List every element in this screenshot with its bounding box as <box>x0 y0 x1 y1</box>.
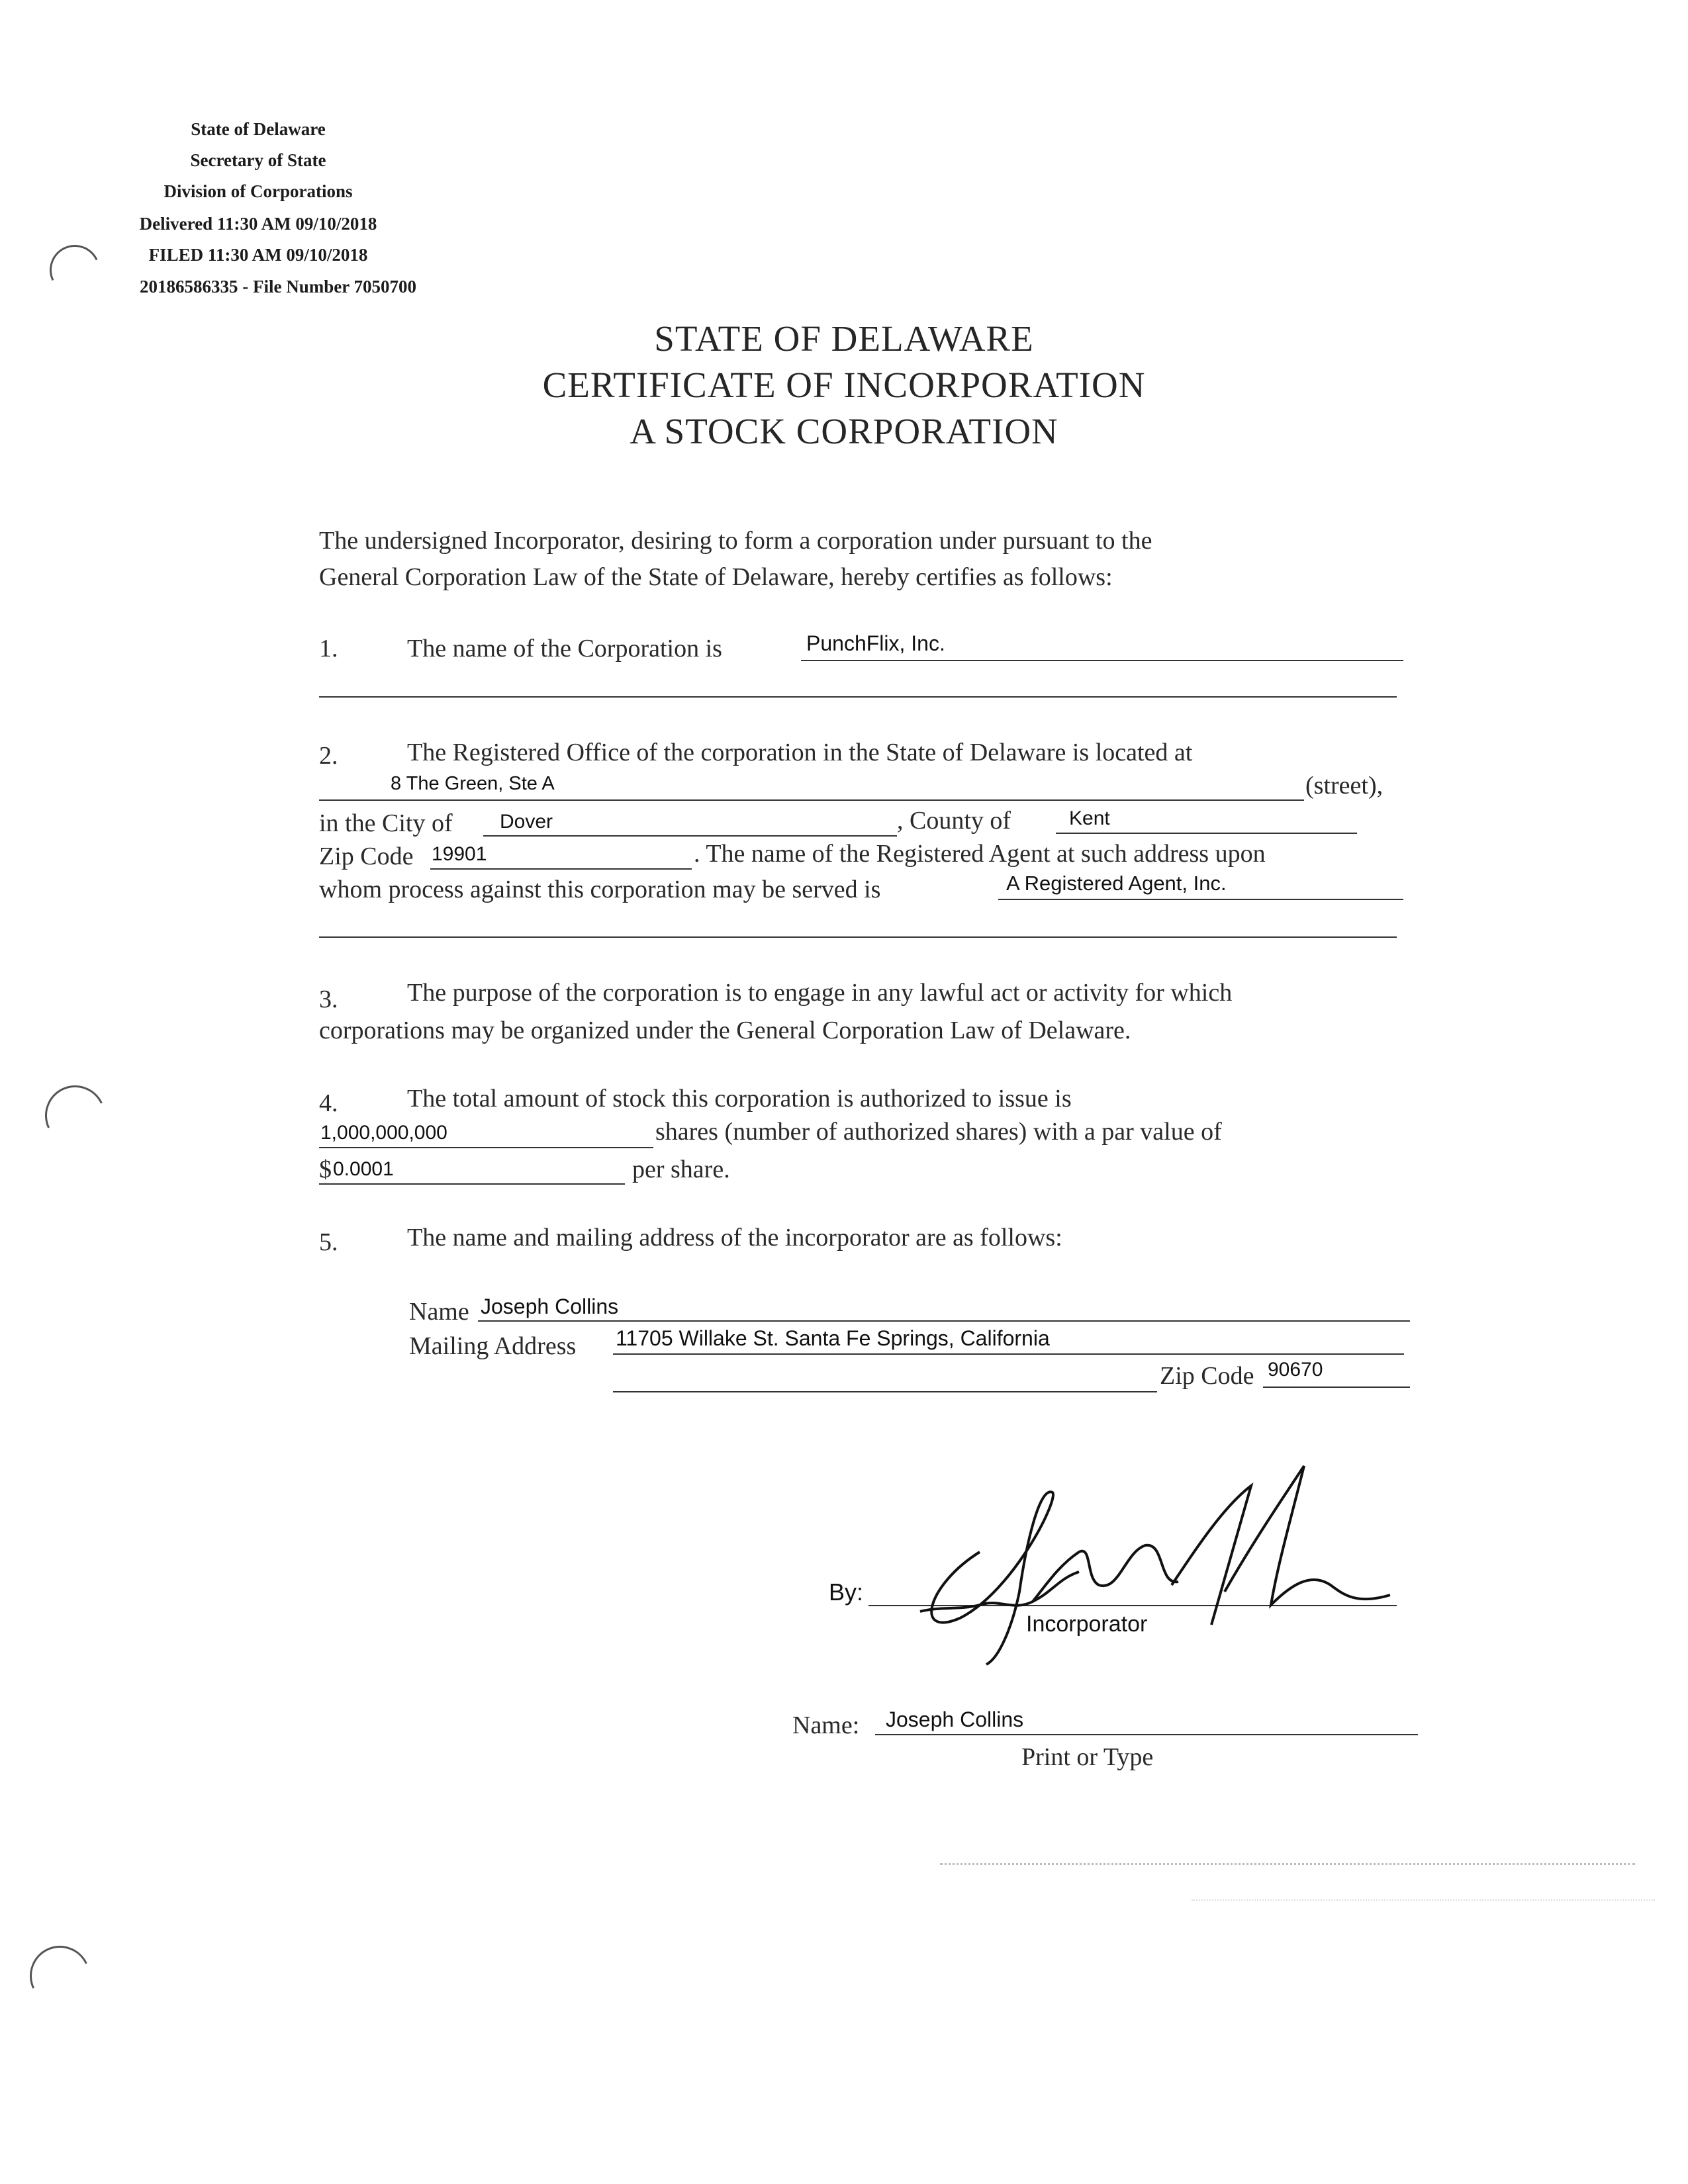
section-5-line-1: The name and mailing address of the incorporator are as follows: <box>407 1224 1062 1251</box>
corporation-name-value: PunchFlix, Inc. <box>806 631 945 655</box>
stamp-delivered: Delivered 11:30 AM 09/10/2018 <box>139 214 377 234</box>
incorporator-zip-line <box>1263 1387 1410 1388</box>
hole-punch-mark <box>36 1077 114 1154</box>
section-4-number: 4. <box>319 1089 338 1117</box>
section-4-line-1: The total amount of stock this corporation is authorized to issue is <box>407 1085 1072 1113</box>
section-3-number: 3. <box>319 985 338 1013</box>
street-suffix: (street), <box>1305 772 1383 799</box>
incorporator-zip-value: 90670 <box>1268 1359 1323 1381</box>
mailing-address-value: 11705 Willake St. Santa Fe Springs, California <box>616 1326 1050 1350</box>
city-label: in the City of <box>319 809 453 837</box>
incorporator-name-value: Joseph Collins <box>481 1295 619 1318</box>
street-value: 8 The Green, Ste A <box>391 773 555 794</box>
county-value: Kent <box>1069 807 1110 829</box>
by-label: By: <box>829 1578 864 1606</box>
title-line-1: STATE OF DELAWARE <box>654 318 1034 359</box>
stamp-filed: FILED 11:30 AM 09/10/2018 <box>148 245 368 265</box>
county-label: , County of <box>897 807 1011 835</box>
title-line-2: CERTIFICATE OF INCORPORATION <box>542 365 1146 405</box>
title-line-3: A STOCK CORPORATION <box>630 411 1058 451</box>
zip-label: Zip Code <box>319 842 414 870</box>
hole-punch-mark <box>21 1937 99 2015</box>
hole-punch-mark <box>42 238 107 302</box>
signer-name-value: Joseph Collins <box>886 1707 1024 1731</box>
registered-agent-line <box>998 899 1403 900</box>
section-2-number: 2. <box>319 742 338 770</box>
zip-value: 19901 <box>432 843 487 865</box>
mailing-address-line-2 <box>613 1391 1157 1392</box>
shares-text: shares (number of authorized shares) with a par value of <box>655 1118 1222 1146</box>
section-1-label: The name of the Corporation is <box>407 635 722 662</box>
authorized-shares-line <box>319 1147 653 1148</box>
incorporator-zip-label: Zip Code <box>1160 1362 1254 1390</box>
stamp-division: Division of Corporations <box>164 181 353 201</box>
incorporator-role-label: Incorporator <box>1026 1612 1148 1637</box>
par-value-line <box>319 1183 625 1185</box>
scan-noise <box>1192 1899 1655 1901</box>
signer-name-line <box>875 1734 1418 1735</box>
zip-line <box>430 868 692 870</box>
corporation-name-line <box>801 660 1403 661</box>
registered-agent-line-2 <box>319 936 1397 938</box>
city-value: Dover <box>500 811 553 833</box>
process-label: whom process against this corporation may be served is <box>319 876 881 903</box>
mailing-address-line <box>613 1353 1404 1355</box>
per-share: per share. <box>632 1156 730 1183</box>
incorporator-name-label: Name <box>409 1298 469 1326</box>
county-line <box>1056 833 1357 834</box>
section-5-number: 5. <box>319 1228 338 1256</box>
registered-agent-value: A Registered Agent, Inc. <box>1006 872 1227 895</box>
authorized-shares-value: 1,000,000,000 <box>320 1122 447 1144</box>
agent-text: . The name of the Registered Agent at such address upon <box>694 840 1266 868</box>
mailing-address-label: Mailing Address <box>409 1332 577 1360</box>
incorporator-name-line <box>478 1320 1410 1322</box>
intro-line-2: General Corporation Law of the State of Delaware, hereby certifies as follows: <box>319 563 1113 591</box>
stamp-file-number: 20186586335 - File Number 7050700 <box>140 277 416 296</box>
corporation-name-line-2 <box>319 696 1397 698</box>
street-line <box>319 799 1304 801</box>
par-value: 0.0001 <box>333 1158 394 1180</box>
signature-scribble <box>880 1453 1410 1678</box>
city-line <box>483 835 897 837</box>
signer-name-label: Name: <box>792 1711 860 1739</box>
section-3-line-1: The purpose of the corporation is to engage in any lawful act or activity for which <box>407 979 1233 1007</box>
stamp-secretary: Secretary of State <box>190 150 326 170</box>
print-or-type-label: Print or Type <box>1021 1743 1154 1771</box>
section-3-line-2: corporations may be organized under the General Corporation Law of Delaware. <box>319 1017 1131 1044</box>
section-2-line-1: The Registered Office of the corporation in the State of Delaware is located at <box>407 739 1193 766</box>
intro-line-1: The undersigned Incorporator, desiring to form a corporation under pursuant to the <box>319 527 1152 555</box>
stamp-state: State of Delaware <box>191 119 326 139</box>
section-1-number: 1. <box>319 635 338 662</box>
scan-noise <box>940 1863 1635 1865</box>
dollar-sign: $ <box>319 1156 332 1183</box>
